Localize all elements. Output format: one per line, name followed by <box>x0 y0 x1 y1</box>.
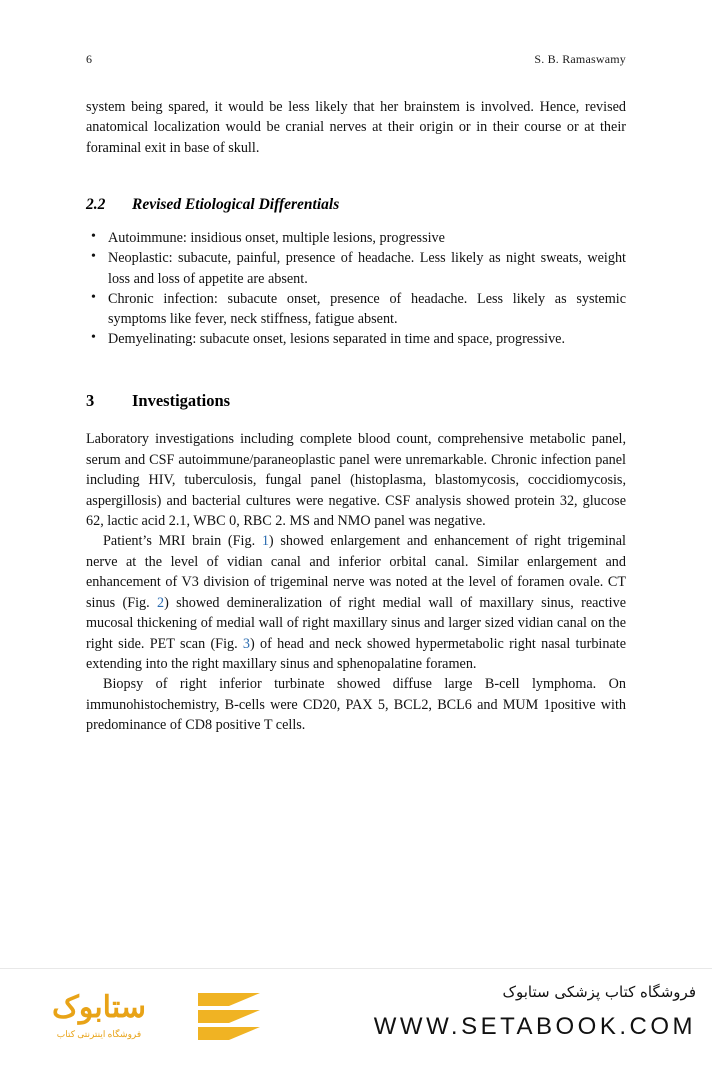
intro-paragraph: system being spared, it would be less likely that her brainstem is involved. Hence, revised anatomical localization would be cranial nerves at their origin or in their course or at their foraminal exit in base of skull. <box>86 99 626 156</box>
paragraph-biopsy: Biopsy of right inferior turbinate showed diffuse large B-cell lymphoma. On immunohistochemistry, B-cells were CD20, PAX 5, BCL2, BCL6 and MUM 1positive with predominance of CD8 positive T cells. <box>86 676 626 734</box>
setabook-mark-icon <box>198 985 260 1047</box>
section-number: 3 <box>86 391 95 411</box>
paragraph-lab-results: Laboratory investigations including complete blood count, comprehensive metabolic panel, serum and CSF autoimmune/paraneoplastic panel were unremarkable. Chronic infection panel including HIV, tuberculosis, fungal panel (histoplasma, blastomycosis, coccidiomycosis, aspergillosis) and bacterial cultures were negative. CSF analysis showed protein 32, glucose 62, lactic acid 2.1, WBC 0, RBC 2. MS and NMO panel was negative. <box>86 431 626 530</box>
section-title: Investigations <box>132 391 231 411</box>
watermark-footer <box>0 968 712 1079</box>
setabook-wordmark: ستابوک <box>51 990 147 1024</box>
bullet-icon: • <box>91 229 96 245</box>
page-number: 6 <box>86 52 93 66</box>
setabook-subwordmark: فروشگاه اینترنتی کتاب <box>56 1028 142 1039</box>
section-heading-2-2 <box>86 196 626 214</box>
figure-link-3[interactable]: 3 <box>242 635 251 652</box>
setabook-logo <box>24 983 174 1049</box>
section-title: Revised Etiological Differentials <box>132 196 340 214</box>
investigations-body <box>86 429 626 735</box>
list-item-label: Chronic infection: subacute onset, presence of headache. Less likely as systemic symptoms like fever, neck stiffness, fatigue absent. <box>108 290 626 328</box>
bullet-icon: • <box>91 330 96 346</box>
running-head-author: S. B. Ramaswamy <box>534 52 626 66</box>
figure-link-2[interactable]: 2 <box>156 594 165 611</box>
running-head <box>86 52 626 67</box>
list-item <box>86 329 626 349</box>
footer-url[interactable]: WWW.SETABOOK.COM <box>373 1013 696 1040</box>
page-content <box>86 52 626 736</box>
list-item-label: Demyelinating: subacute onset, lesions separated in time and space, progressive. <box>108 331 566 348</box>
section-heading-3 <box>86 391 626 411</box>
list-item-label: Autoimmune: insidious onset, multiple lesions, progressive <box>108 230 445 247</box>
list-item <box>86 248 626 288</box>
section-number: 2.2 <box>86 196 106 214</box>
paragraph-imaging <box>86 531 626 674</box>
paragraph-imaging-text: Patient’s MRI brain (Fig. 1) showed enlargement and enhancement of right trigeminal nerve at the level of vidian canal and inferior orbital canal. Similar enlargement and enhancement of V3 division of trigeminal nerve was noted at the level of foramen ovale. CT sinus (Fig. 2) showed demineralization of right medial wall of maxillary sinus, reactive mucosal thickening of medial wall of right maxillary sinus and larger sized vidian canal on the right side. PET scan (Fig. 3) of head and neck showed hypermetabolic right nasal turbinate extending into the right maxillary sinus and sphenopalatine foramen. <box>86 533 626 672</box>
figure-link-1[interactable]: 1 <box>261 533 269 550</box>
list-item <box>86 289 626 329</box>
list-item <box>86 228 626 248</box>
bullet-icon: • <box>91 289 96 305</box>
footer-tagline: فروشگاه کتاب پزشکی ستابوک <box>502 983 696 1001</box>
bullet-icon: • <box>91 249 96 265</box>
list-item-label: Neoplastic: subacute, painful, presence of headache. Less likely as night sweats, weight loss and loss of appetite are absent. <box>108 250 626 287</box>
differentials-list <box>86 228 626 349</box>
